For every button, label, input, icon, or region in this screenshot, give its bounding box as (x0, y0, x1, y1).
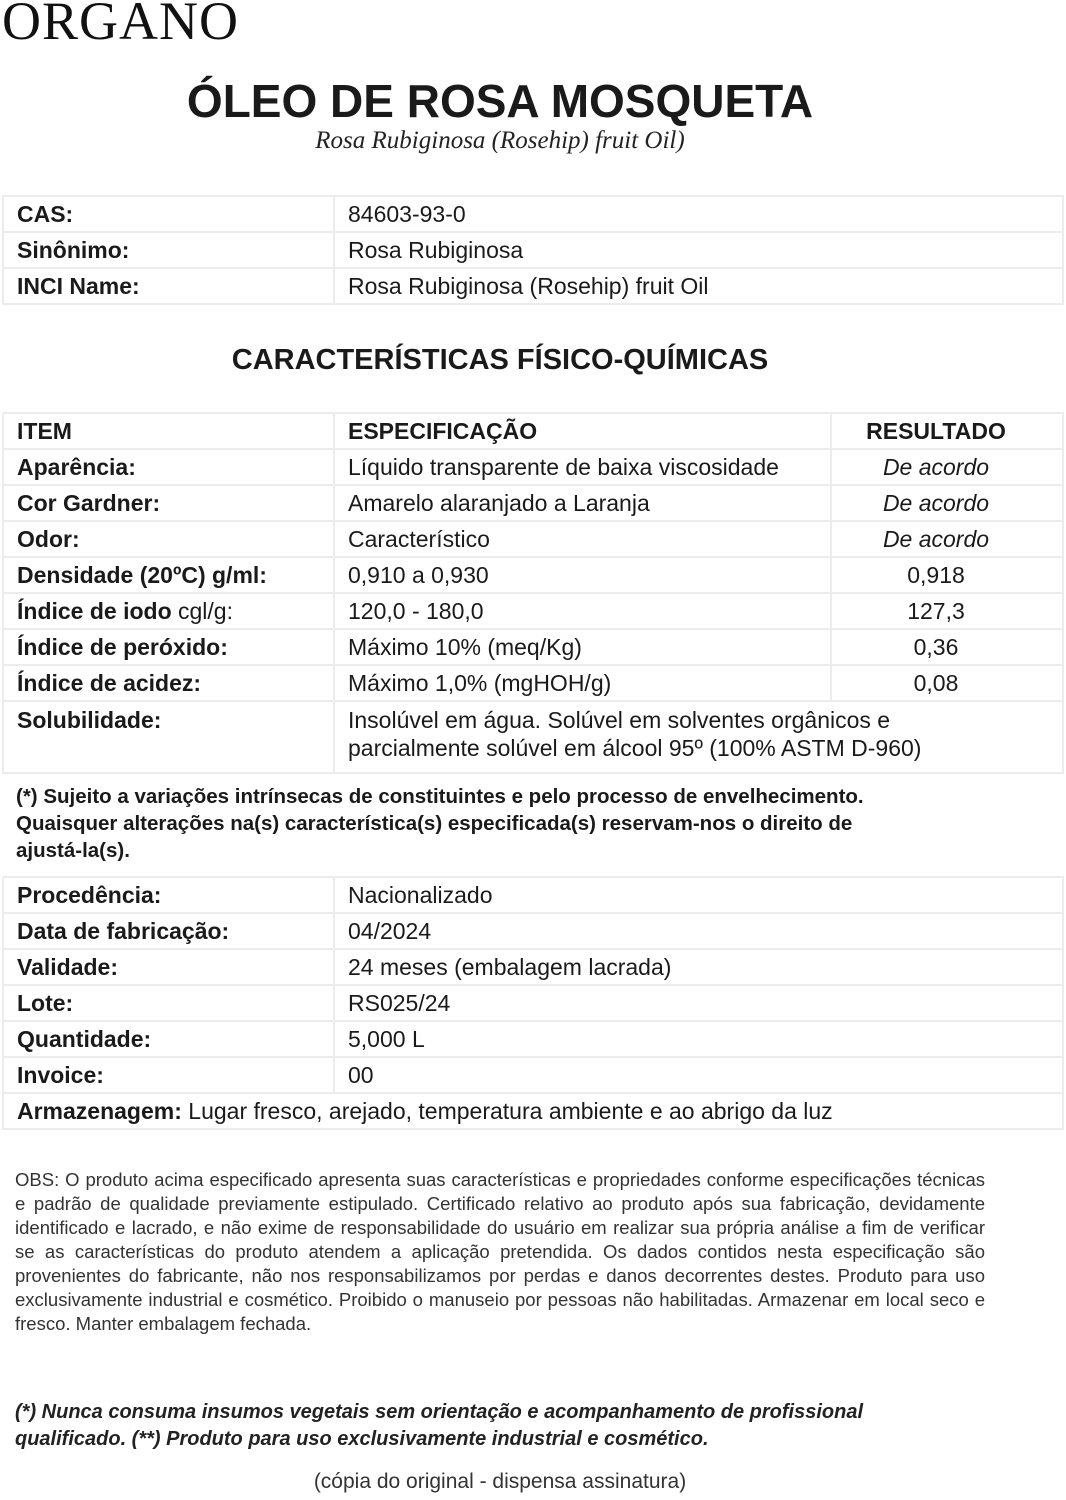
item-label: Índice de iodo (17, 598, 172, 624)
spec-cell: 0,910 a 0,930 (334, 557, 831, 593)
item-cell: Índice de acidez: (3, 665, 334, 701)
result-cell: De acordo (831, 449, 1063, 485)
lot-table (2, 876, 1064, 1130)
table-row (3, 1021, 1063, 1057)
result-cell: De acordo (831, 485, 1063, 521)
table-row (3, 701, 1063, 773)
item-cell: Cor Gardner: (3, 485, 334, 521)
manufacture-date-label: Data de fabricação: (3, 913, 334, 949)
invoice-value: 00 (334, 1057, 1063, 1093)
cas-label: CAS: (3, 196, 334, 232)
storage-value: Lugar fresco, arejado, temperatura ambiente e ao abrigo da luz (181, 1098, 833, 1124)
spec-cell: Característico (334, 521, 831, 557)
table-header-row (3, 413, 1063, 449)
spec-cell: Líquido transparente de baixa viscosidade (334, 449, 831, 485)
spec-table (2, 412, 1064, 774)
obs-paragraph: OBS: O produto acima especificado apresenta suas características e propriedades conforme especificações técnicas e padrão de qualidade previamente estipulado. Certificado relativo ao produto após sua fabricação, devidamente identificado e lacrado, e não exime de responsabilidade do usuário em realizar sua própria análise a fim de verificar se as características do produto atendem a aplicação pretendida. Os dados contidos nesta especificação são provenientes do fabricante, não nos responsabilizamos por perdas e danos decorrentes destes. Produto para uso exclusivamente industrial e cosmético. Proibido o manuseio por pessoas não habilitadas. Armazenar em local seco e fresco. Manter embalagem fechada. (15, 1169, 985, 1334)
inci-label: INCI Name: (3, 268, 334, 304)
storage-cell (3, 1093, 1063, 1129)
table-row (3, 449, 1063, 485)
quantity-value: 5,000 L (334, 1021, 1063, 1057)
synonym-label: Sinônimo: (3, 232, 334, 268)
table-row (3, 665, 1063, 701)
table-row (3, 629, 1063, 665)
variation-note (16, 783, 1016, 864)
note-line: (*) Sujeito a variações intrínsecas de constituintes e pelo processo de envelhecimento. (16, 785, 864, 808)
table-row (3, 485, 1063, 521)
warning-note (15, 1399, 1015, 1453)
item-cell: Odor: (3, 521, 334, 557)
storage-label: Armazenagem: (17, 1098, 182, 1124)
spec-cell: Máximo 1,0% (mgHOH/g) (334, 665, 831, 701)
table-row (3, 877, 1063, 913)
item-cell (3, 593, 334, 629)
section-title: CARACTERÍSTICAS FÍSICO-QUÍMICAS (231, 344, 769, 376)
table-row (3, 985, 1063, 1021)
item-cell: Índice de peróxido: (3, 629, 334, 665)
result-cell: De acordo (831, 521, 1063, 557)
table-row (3, 196, 1063, 232)
warning-line: (*) Nunca consuma insumos vegetais sem orientação e acompanhamento de profissional (15, 1401, 864, 1423)
spec-cell: Amarelo alaranjado a Laranja (334, 485, 831, 521)
note-line: Quaisquer alterações na(s) característica(s) especificada(s) reservam-nos o direito de (16, 812, 853, 835)
result-cell: 0,36 (831, 629, 1063, 665)
origin-label: Procedência: (3, 877, 334, 913)
table-row (3, 521, 1063, 557)
table-row (3, 557, 1063, 593)
synonym-value: Rosa Rubiginosa (334, 232, 1063, 268)
validity-label: Validade: (3, 949, 334, 985)
spec-cell: Máximo 10% (meq/Kg) (334, 629, 831, 665)
inci-value: Rosa Rubiginosa (Rosehip) fruit Oil (334, 268, 1063, 304)
spec-cell: 120,0 - 180,0 (334, 593, 831, 629)
manufacture-date-value: 04/2024 (334, 913, 1063, 949)
table-row (3, 1057, 1063, 1093)
item-cell: Solubilidade: (3, 701, 334, 773)
table-row (3, 268, 1063, 304)
result-cell: 0,918 (831, 557, 1063, 593)
header-result: RESULTADO (831, 413, 1063, 449)
invoice-label: Invoice: (3, 1057, 334, 1093)
header-spec: ESPECIFICAÇÃO (334, 413, 831, 449)
table-row (3, 593, 1063, 629)
item-cell: Aparência: (3, 449, 334, 485)
copy-footer: (cópia do original - dispensa assinatura) (313, 1470, 687, 1493)
table-row (3, 232, 1063, 268)
product-title: ÓLEO DE ROSA MOSQUETA (186, 75, 814, 127)
cas-value: 84603-93-0 (334, 196, 1063, 232)
table-row (3, 949, 1063, 985)
lot-label: Lote: (3, 985, 334, 1021)
quantity-label: Quantidade: (3, 1021, 334, 1057)
validity-value: 24 meses (embalagem lacrada) (334, 949, 1063, 985)
note-line: ajustá-la(s). (16, 839, 130, 862)
organo-logo: ORGANO (2, 0, 240, 51)
item-cell: Densidade (20ºC) g/ml: (3, 557, 334, 593)
result-cell: 0,08 (831, 665, 1063, 701)
spec-cell (334, 701, 1063, 773)
product-subtitle: Rosa Rubiginosa (Rosehip) fruit Oil) (315, 127, 685, 154)
spec-line: parcialmente solúvel em álcool 95º (100% ASTM D-960) (348, 735, 922, 761)
item-unit: cgl/g: (178, 598, 233, 624)
header-item: ITEM (3, 413, 334, 449)
lot-value: RS025/24 (334, 985, 1063, 1021)
origin-value: Nacionalizado (334, 877, 1063, 913)
warning-line: qualificado. (**) Produto para uso exclusivamente industrial e cosmético. (15, 1428, 709, 1450)
spec-line: Insolúvel em água. Solúvel em solventes orgânicos e (348, 707, 891, 733)
table-row (3, 913, 1063, 949)
table-row (3, 1093, 1063, 1129)
result-cell: 127,3 (831, 593, 1063, 629)
identification-table (2, 195, 1064, 305)
